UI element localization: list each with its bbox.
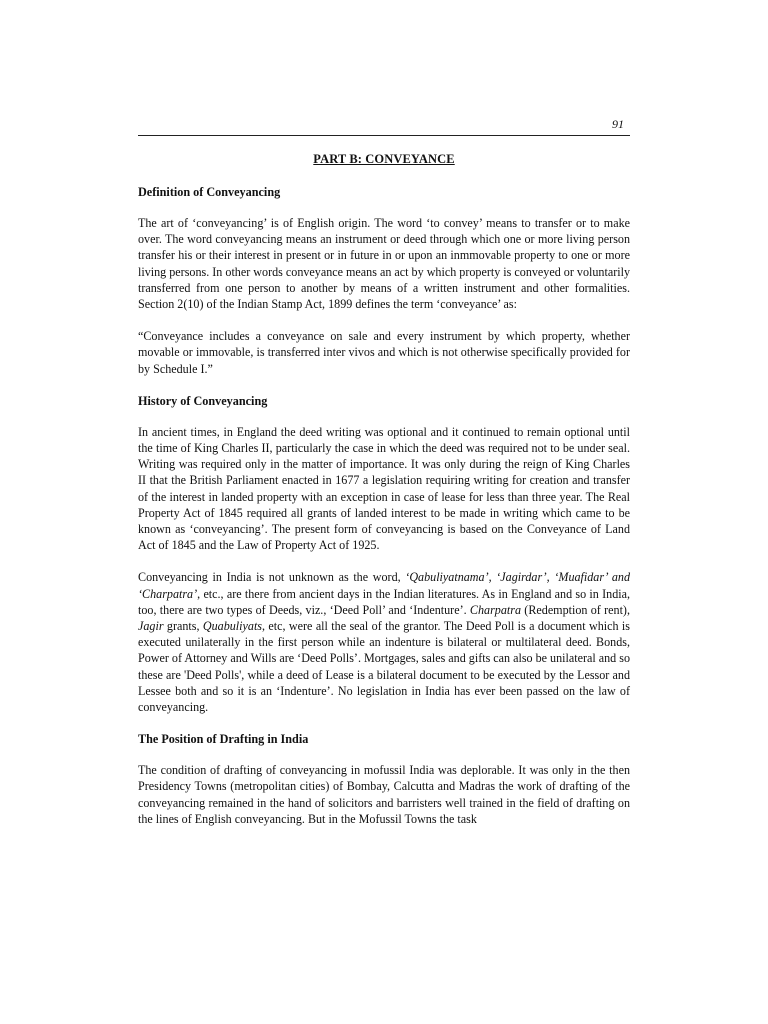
section-heading-definition: Definition of Conveyancing xyxy=(138,185,281,199)
paragraph-quote: “Conveyance includes a conveyance on sale and every instrument by which property, whether movable or immovable, is transferred inter vivos and which is not otherwise specifically provided for by Schedule I.” xyxy=(138,329,630,376)
document-body xyxy=(138,184,630,843)
header-rule xyxy=(138,135,630,136)
india-text-3: (Redemption of rent), xyxy=(521,602,630,617)
paragraph-definition: The art of ‘conveyancing’ is of English origin. The word ‘to convey’ means to transfer or to make over. The word conveyancing means an instrument or deed through which one or more living person transfer his or their interest in present or in future in or upon an inmmovable property to one or more living persons. In other words conveyance means an act by which property is conveyed or voluntarily transferred from one person to another by means of a written instrument and other formalities. Section 2(10) of the Indian Stamp Act, 1899 defines the term ‘conveyance’ as: xyxy=(138,216,630,312)
paragraph-drafting: The condition of drafting of conveyancing in mofussil India was deplorable. It was only in the then Presidency Towns (metropolitan cities) of Bombay, Calcutta and Madras the work of drafting of the conveyancing remained in the hand of solicitors and barristers well trained in the field of drafting on the lines of English conveyancing. But in the Mofussil Towns the task xyxy=(138,763,630,826)
page-number: 91 xyxy=(612,117,624,131)
india-italic-3: Jagir xyxy=(138,619,164,634)
document-page xyxy=(138,112,630,826)
india-text-2: , etc., are there from ancient days in the Indian literatures. As in England and so in India, too, there are two types of Deeds, viz., ‘Deed Poll’ and ‘Indenture’. xyxy=(138,586,630,617)
section-heading-drafting: The Position of Drafting in India xyxy=(138,732,309,747)
part-title: PART B: CONVEYANCE xyxy=(313,152,455,166)
india-text-4: grants, xyxy=(163,619,203,634)
india-text-5: , etc, were all the seal of the grantor. The Deed Poll is a document which is executed unilaterally in the first person while an indenture is bilateral or multilateral deed. Bonds, Power of Attorney and Wills are ‘Deed Polls’. Mortgages, sales and gifts can also be unilateral and so these are 'Deed Polls', while a deed of Lease is a bilateral document to be executed by the Lessor and Lessee both and so it is an ‘Indenture’. No legislation in India has ever been passed on the law of conveyancing. xyxy=(138,619,630,715)
section-heading-history: History of Conveyancing xyxy=(138,393,268,408)
paragraph-history: In ancient times, in England the deed writing was optional and it continued to remain optional until the time of King Charles II, particularly the case in which the deed was required not to be under seal. Writing was required only in the matter of importance. It was only during the reign of King Charles II that the British Parliament enacted in 1677 a legislation requiring writing for creation and transfer of the interest in landed property with an exception in case of lease for less than three year. The Real Property Act of 1845 required all grants of landed interest to be made in writing which came to be known as ‘conveyancing’. The present form of conveyancing is based on the Conveyance of Land Act of 1845 and the Law of Property Act of 1925. xyxy=(138,424,630,553)
india-italic-4: Quabuliyats xyxy=(202,619,263,634)
paragraph-india xyxy=(138,569,630,715)
india-italic-2: Charpatra xyxy=(469,602,521,617)
page-header xyxy=(138,112,630,134)
india-text-1: Conveyancing in India is not unknown as the word, xyxy=(138,570,406,585)
india-italic-1: ‘Qabuliyatnama’, ‘Jagirdar’, ‘Muafidar’ and ‘Charpatra’ xyxy=(138,570,630,601)
